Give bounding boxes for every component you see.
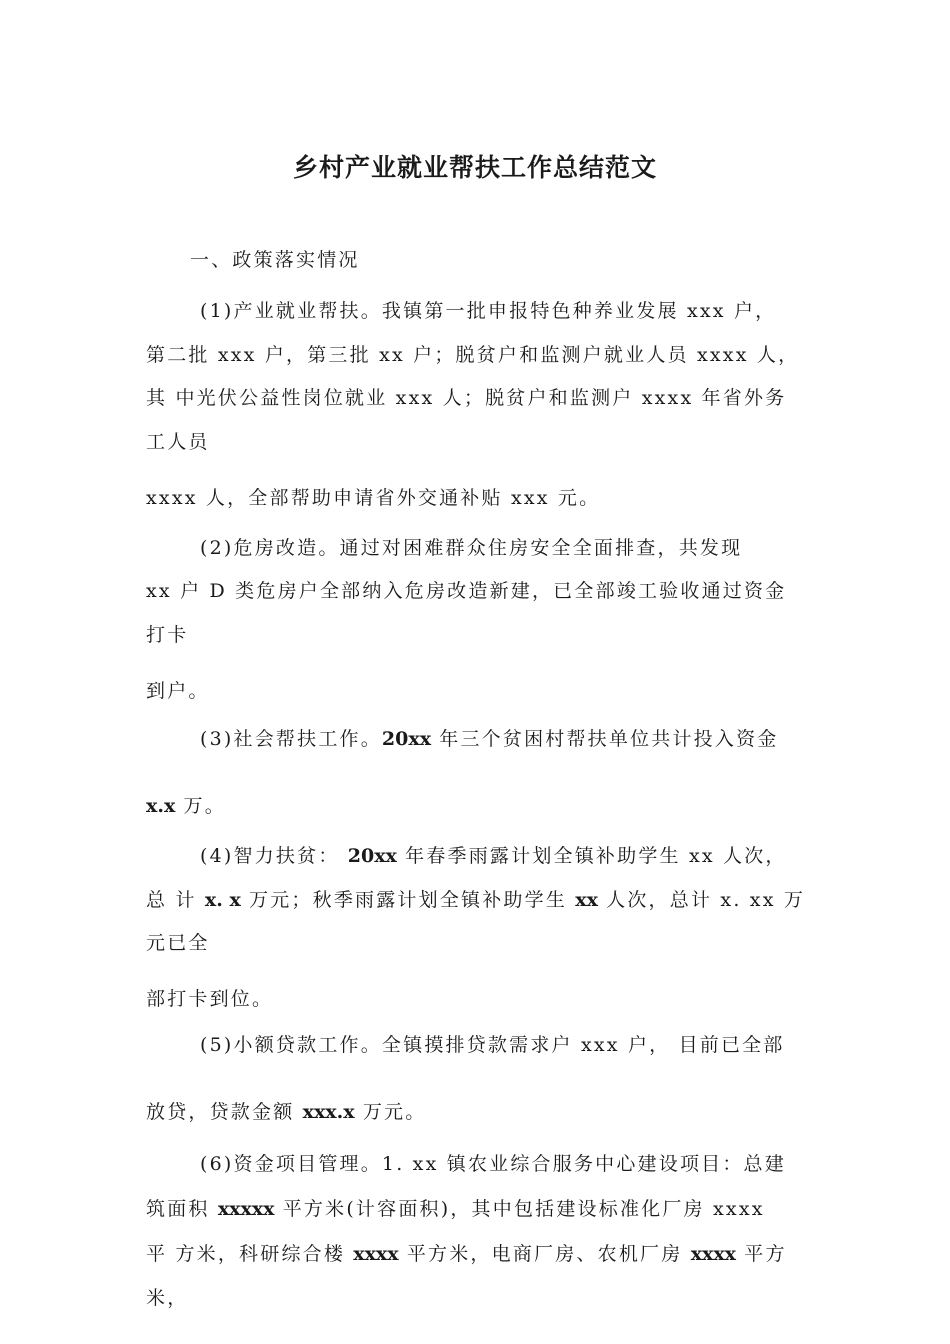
text-span-bold: xxxx	[690, 1243, 736, 1265]
text-span: 平方	[736, 1243, 787, 1265]
text-span-bold: 20xx	[347, 845, 397, 867]
text-span-bold: 20xx	[381, 728, 432, 750]
text-span: (4)智力扶贫：	[200, 845, 348, 867]
paragraph-line: (1)产业就业帮扶。我镇第一批申报特色种养业发展 xxx 户，	[200, 300, 777, 322]
paragraph-line	[200, 725, 778, 753]
section-heading: 一、政策落实情况	[190, 249, 360, 271]
text-span: 万元。	[354, 1101, 427, 1123]
text-span: 筑面积	[146, 1198, 218, 1220]
text-span: 年三个贫困村帮扶单位共计投入资金	[431, 728, 779, 750]
paragraph-line: xx 户 D 类危房户全部纳入危房改造新建，已全部竣工验收通过资金	[146, 580, 787, 602]
paragraph-line	[146, 886, 805, 914]
text-span-bold: xxxx	[353, 1243, 399, 1265]
paragraph-line: 其 中光伏公益性岗位就业 xxx 人；脱贫户和监测户 xxxx 年省外务	[146, 387, 787, 409]
paragraph-line: 打卡	[146, 624, 189, 646]
text-span: 平方米(计容面积)，其中包括建设标准化厂房 xxxx	[274, 1198, 765, 1220]
paragraph-line: 元已全	[146, 932, 210, 954]
text-span: 年春季雨露计划全镇补助学生 xx 人次，	[396, 845, 787, 867]
paragraph-line: (5)小额贷款工作。全镇摸排贷款需求户 xxx 户， 目前已全部	[200, 1034, 785, 1056]
text-span-bold: x.x	[146, 795, 176, 817]
text-span: 平方米，电商厂房、农机厂房	[398, 1243, 691, 1265]
paragraph-line: (2)危房改造。通过对困难群众住房安全全面排查，共发现	[200, 537, 743, 559]
paragraph-line: 米，	[146, 1287, 189, 1309]
text-span: (3)社会帮扶工作。	[200, 728, 382, 750]
text-span: 人次，总计 x. xx 万	[597, 889, 806, 911]
paragraph-line	[146, 1098, 426, 1126]
text-span-bold: xx	[575, 889, 598, 911]
paragraph-line: 到户。	[146, 680, 210, 702]
paragraph-line	[146, 792, 226, 820]
document-title: 乡村产业就业帮扶工作总结范文	[292, 153, 657, 182]
text-span-bold: xxxxx	[217, 1198, 275, 1220]
paragraph-line: xxxx 人，全部帮助申请省外交通补贴 xxx 元。	[146, 487, 601, 509]
text-span: 平 方米，科研综合楼	[146, 1243, 354, 1265]
text-span-bold: x. x	[204, 889, 241, 911]
paragraph-line: 部打卡到位。	[146, 988, 274, 1010]
paragraph-line	[200, 842, 787, 870]
text-span: 总 计	[146, 889, 205, 911]
text-span-bold: xxx.x	[302, 1101, 355, 1123]
paragraph-line	[146, 1240, 787, 1268]
text-span: 万。	[175, 795, 226, 817]
paragraph-line: 第二批 xxx 户，第三批 xx 户；脱贫户和监测户就业人员 xxxx 人，	[146, 344, 800, 366]
paragraph-line	[146, 1195, 765, 1223]
text-span: 放贷，贷款金额	[146, 1101, 303, 1123]
paragraph-line: 工人员	[146, 431, 210, 453]
text-span: 万元；秋季雨露计划全镇补助学生	[240, 889, 576, 911]
paragraph-line: (6)资金项目管理。1. xx 镇农业综合服务中心建设项目：总建	[200, 1153, 786, 1175]
